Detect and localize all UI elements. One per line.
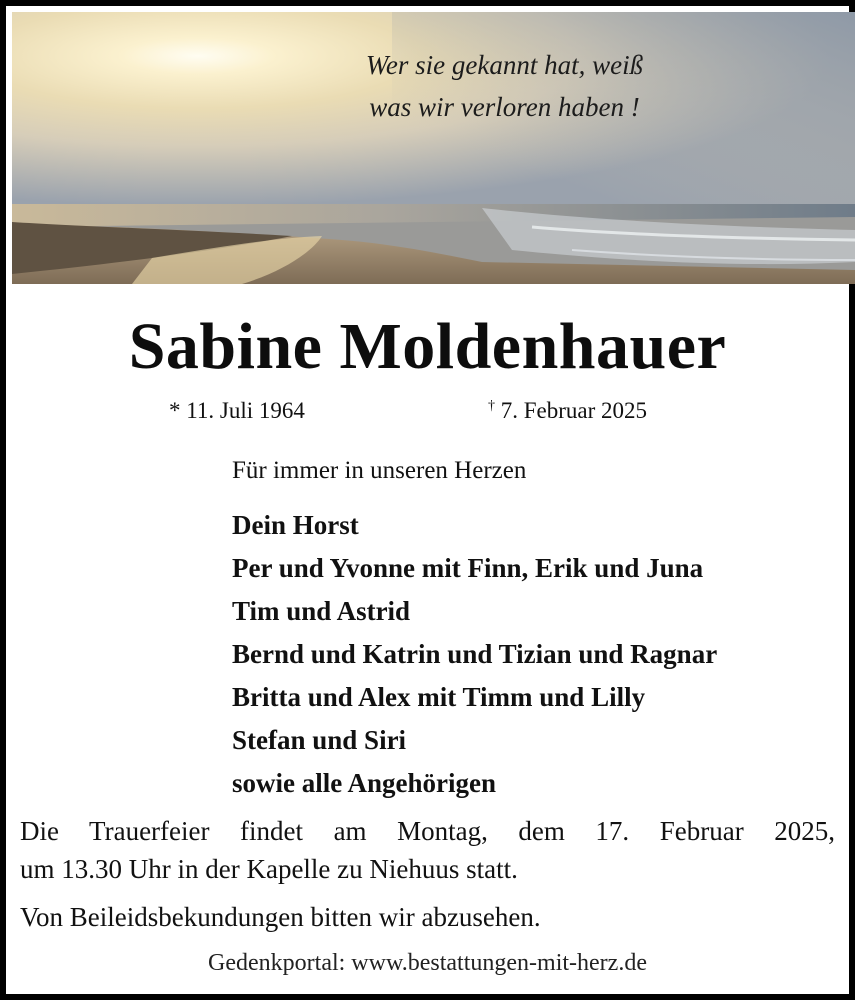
quote-line-1: Wer sie gekannt hat, weiß — [365, 50, 644, 80]
memorial-portal-link[interactable]: Gedenkportal: www.bestattungen-mit-herz.de — [208, 950, 647, 976]
deceased-name: Sabine Moldenhauer — [128, 310, 727, 383]
service-line-2: um 13.30 Uhr in der Kapelle zu Niehuus statt. — [20, 854, 518, 884]
beach-sunset-photo — [12, 12, 855, 284]
death-date-text: 7. Februar 2025 — [500, 398, 648, 423]
tagline: Für immer in unseren Herzen — [232, 457, 527, 484]
mourner-item: Per und Yvonne mit Finn, Erik und Juna — [232, 553, 704, 583]
mourner-item: sowie alle Angehörigen — [232, 768, 496, 798]
birth-date-text: 11. Juli 1964 — [186, 398, 305, 423]
service-line-1: Die Trauerfeier findet am Montag, dem 17. Februar 2025, — [20, 816, 835, 846]
quote-line-2: was wir verloren haben ! — [369, 92, 640, 122]
mourners-list — [232, 504, 717, 805]
mourner-item: Stefan und Siri — [232, 725, 407, 755]
mourner-item: Britta und Alex mit Timm und Lilly — [232, 682, 646, 712]
death-symbol: † — [488, 398, 495, 414]
mourner-item: Bernd und Katrin und Tizian und Ragnar — [232, 639, 718, 669]
funeral-service-info — [20, 812, 835, 888]
birth-symbol: * — [169, 398, 181, 423]
memorial-quote — [12, 44, 855, 128]
mourner-item: Tim und Astrid — [232, 596, 411, 626]
death-date — [488, 398, 647, 424]
birth-date — [169, 398, 305, 424]
mourner-item: Dein Horst — [232, 510, 359, 540]
condolence-note: Von Beileidsbekundungen bitten wir abzusehen. — [20, 902, 541, 932]
